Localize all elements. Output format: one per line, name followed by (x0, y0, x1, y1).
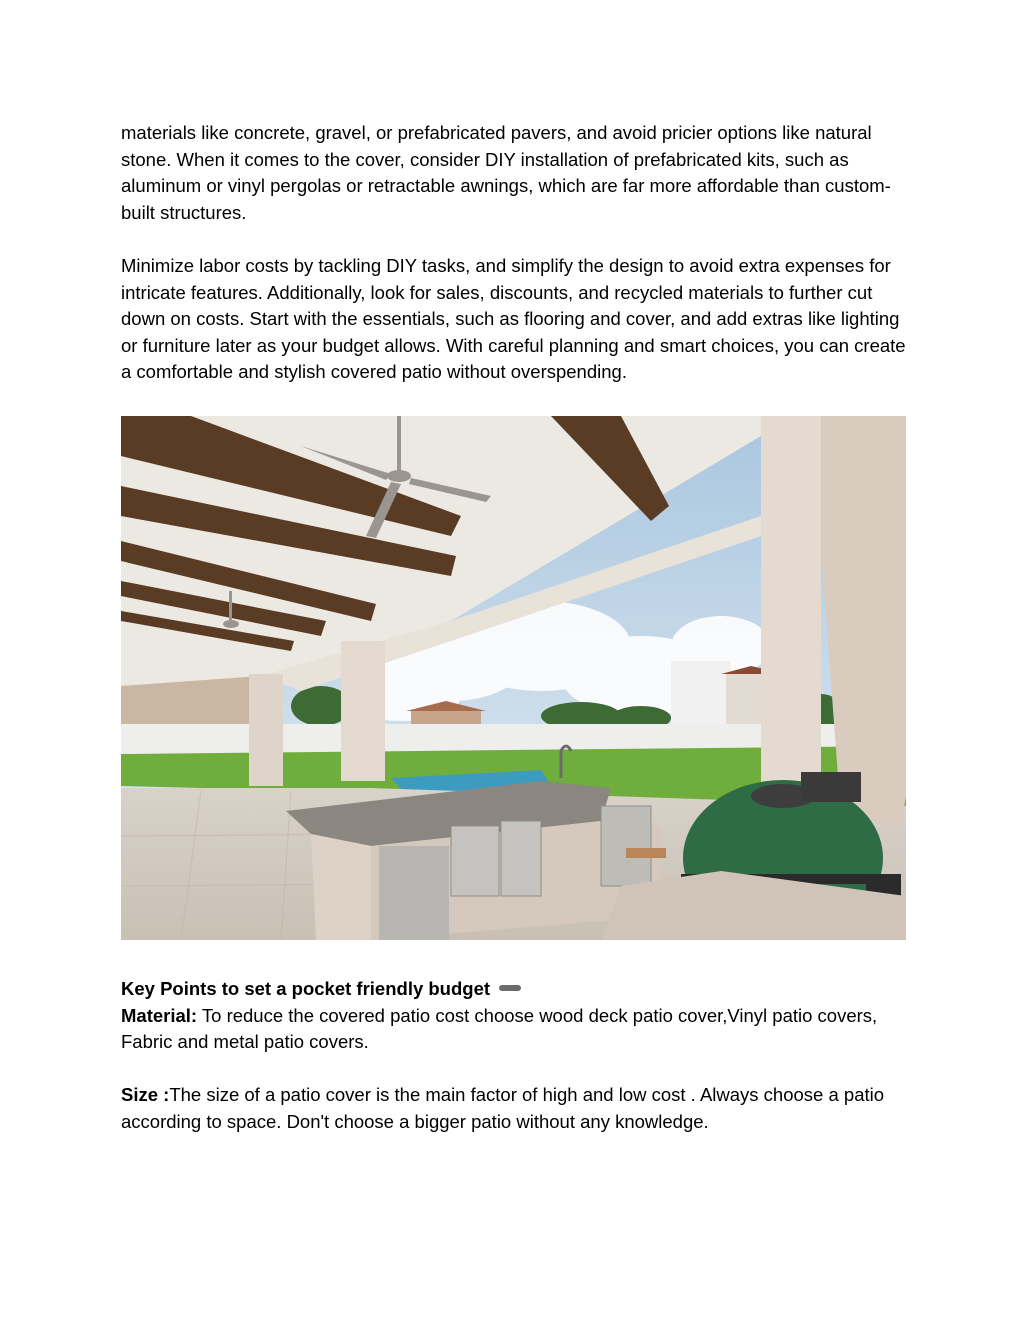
paragraph-labor-costs: Minimize labor costs by tackling DIY tasks, and simplify the design to avoid extra expenses for intricate features. Additionally, look for sales, discounts, and recycled materials to further cut down on costs. Start with the essentials, such as flooring and cover, and add extras like lighting or furniture later as your budget allows. With careful planning and smart choices, you can create a comfortable and stylish covered patio without overspending. (121, 254, 906, 383)
material-text: To reduce the covered patio cost choose wood deck patio cover,Vinyl patio covers, Fabric and metal patio covers. (121, 1004, 878, 1053)
key-points-section (121, 976, 921, 1136)
document-page (121, 120, 921, 1136)
size-point (121, 1082, 921, 1135)
key-points-heading-text: Key Points to set a pocket friendly budget (121, 977, 491, 999)
size-label: Size : (121, 1084, 170, 1106)
material-label: Material: (121, 1004, 198, 1026)
paragraph-gap (121, 226, 921, 253)
material-point (121, 1003, 921, 1056)
heavy-minus-icon (499, 985, 521, 991)
key-points-heading (121, 976, 921, 1003)
paragraph-gap (121, 1056, 921, 1083)
paragraph-materials: materials like concrete, gravel, or prefabricated pavers, and avoid pricier options like natural stone. When it comes to the cover, consider DIY installation of prefabricated kits, such as aluminum or vinyl pergolas or retractable awnings, which are far more affordable than custom-built structures. (121, 122, 891, 223)
covered-patio-photo (121, 416, 906, 940)
size-text: The size of a patio cover is the main factor of high and low cost . Always choose a patio according to space. Don't choose a bigger patio without any knowledge. (121, 1084, 885, 1132)
